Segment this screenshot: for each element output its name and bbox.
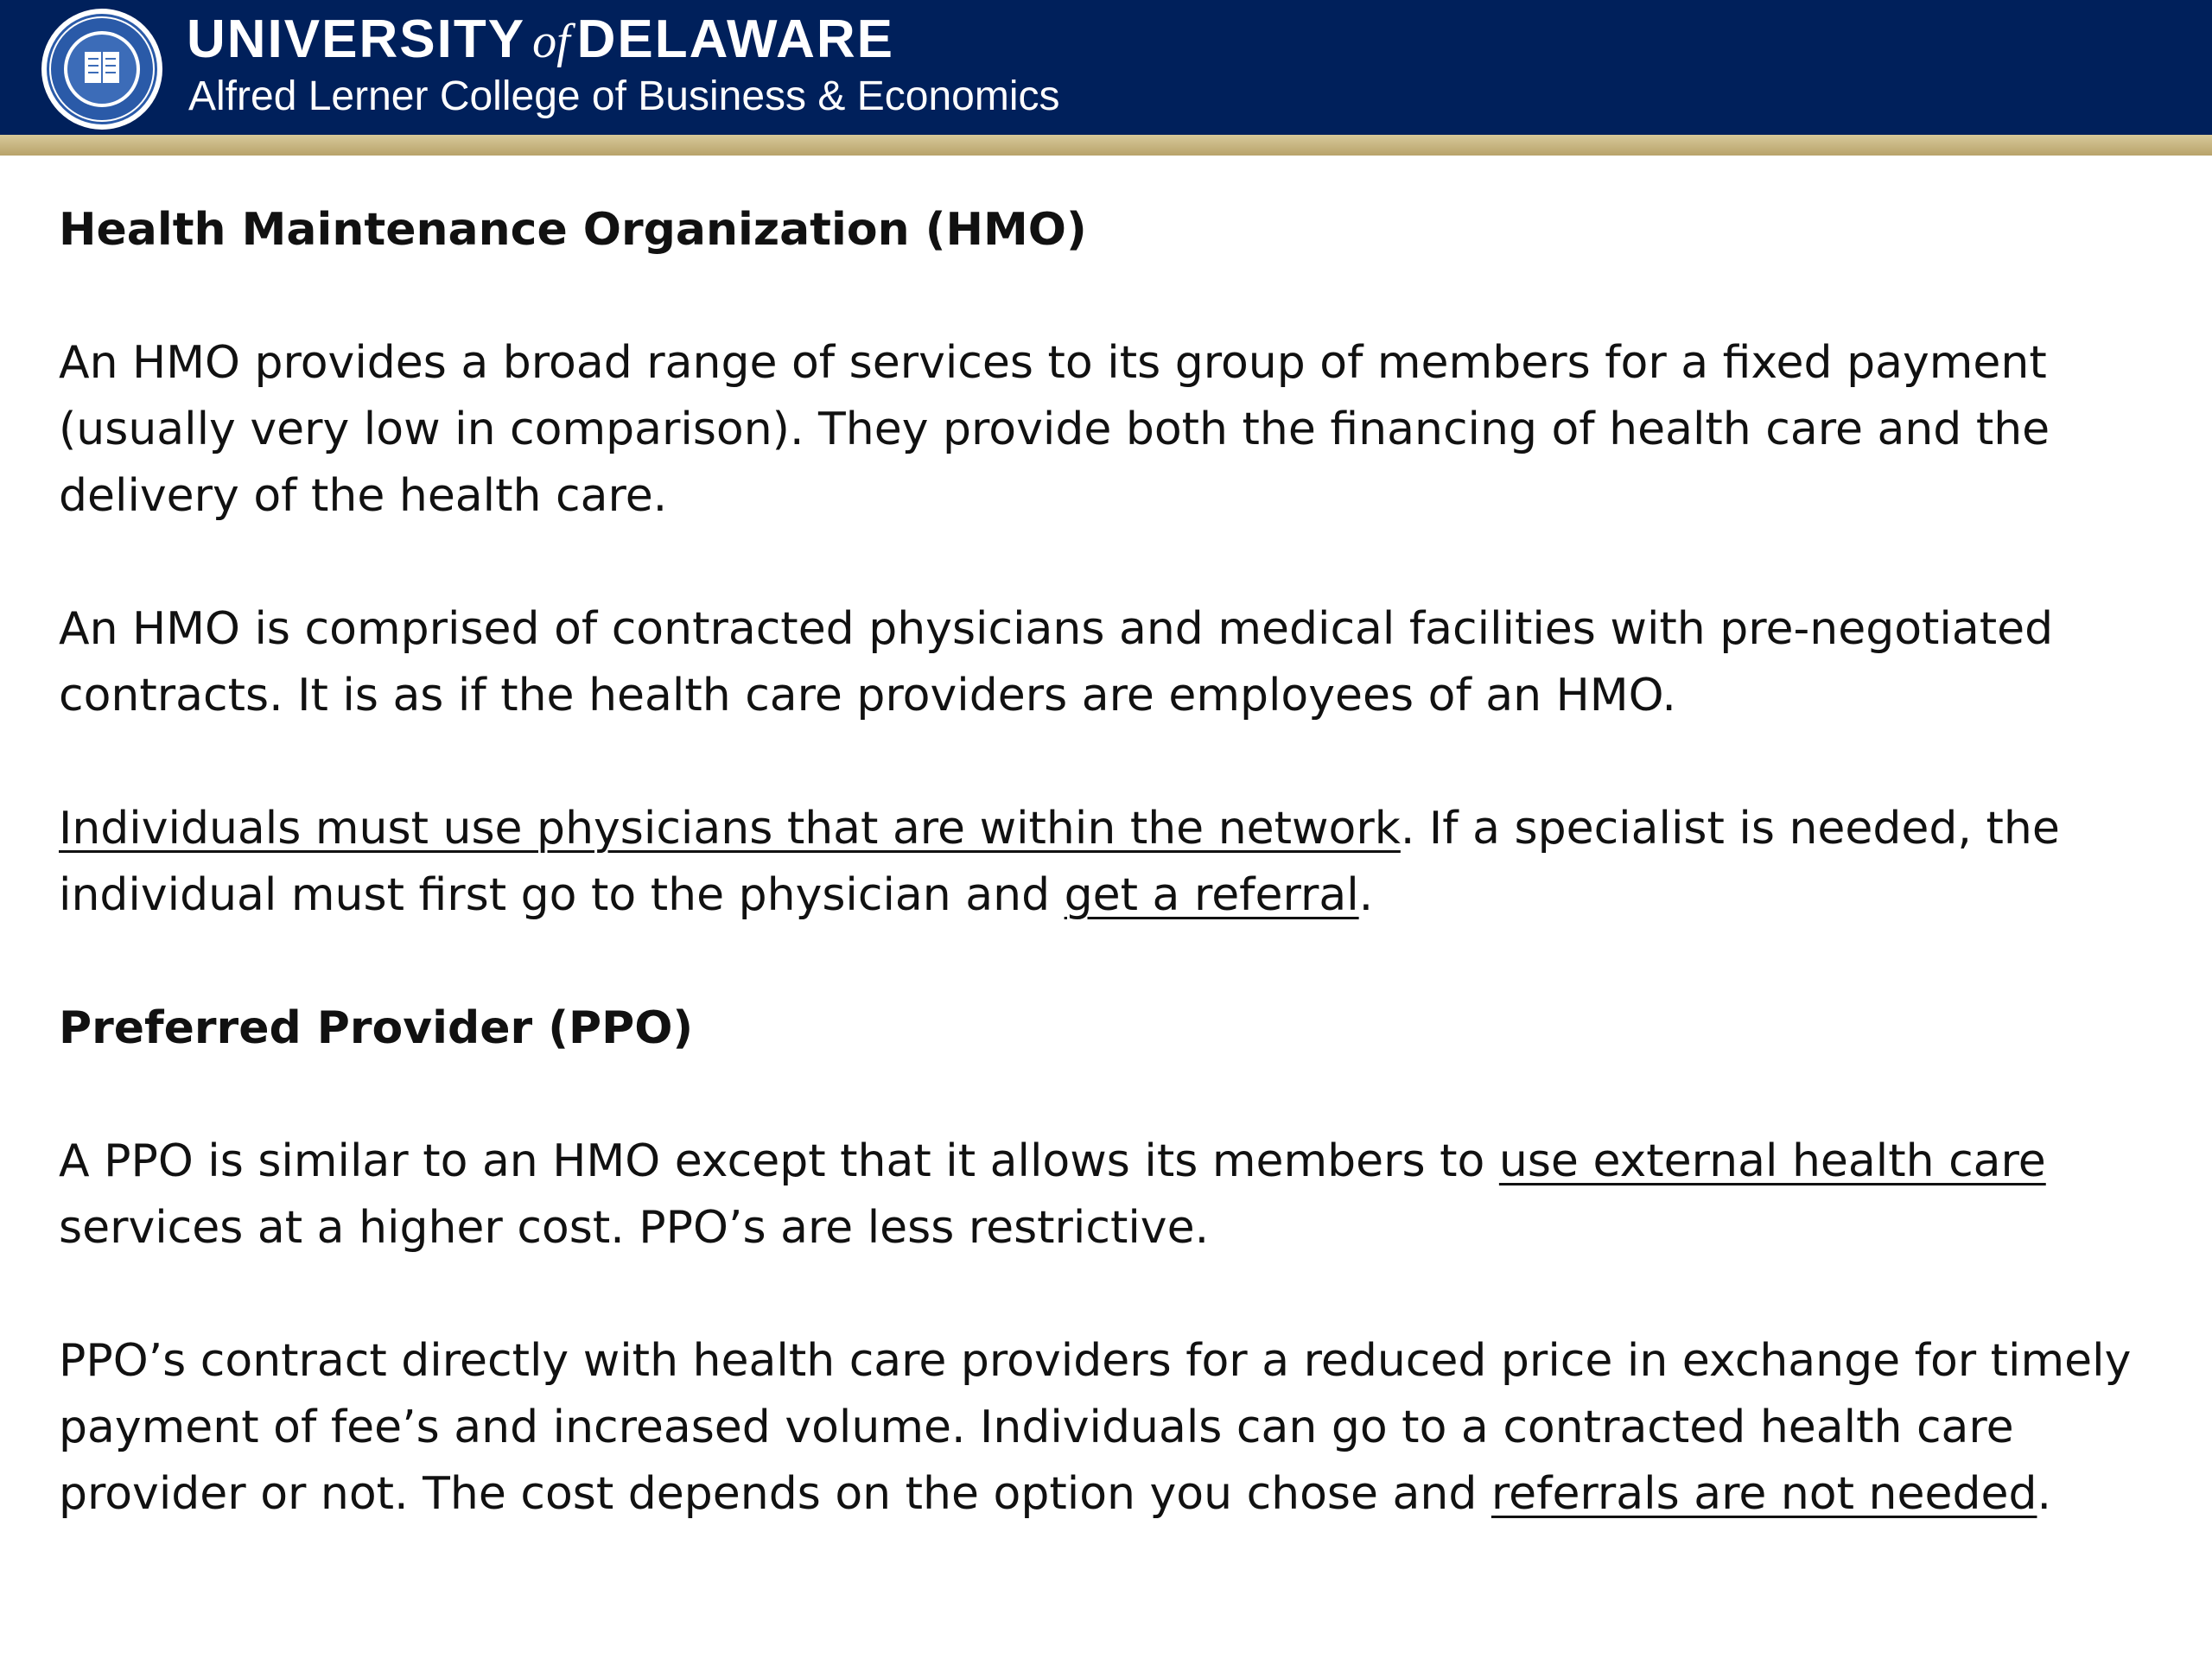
university-name-of: of [532,15,570,68]
university-name-part1: UNIVERSITY [187,10,526,69]
hmo-paragraph-1: An HMO provides a broad range of services to its group of members for a fixed payment (usually very low in comparison). They provide both the financing of health care and the delivery of the health care. [59,337,2050,522]
network-requirement-text: Individuals must use physicians that are within the network [59,803,1401,855]
no-referral-text: referrals are not needed [1491,1468,2037,1520]
ppo-paragraph-2-text-1: PPO’s contract directly with health care providers for a reduced price in exchange for timely payment of fee’s and increased volume. Individuals can go to a contracted health care provider or not. The cost depends on the option you chose and [59,1335,2132,1520]
ppo-paragraph-2 [59,1328,2167,1528]
hmo-paragraph-3-text-1: . If a specialist is needed, the individual must first go to the physician and [59,803,2060,921]
ppo-paragraph-1-text-1: A PPO is similar to an HMO except that it allows its members to [59,1135,1499,1187]
hmo-heading: Health Maintenance Organization (HMO) [59,204,1087,256]
hmo-paragraph-3-text-2: . [1358,869,1374,921]
external-care-text: use external health care [1498,1135,2046,1187]
referral-text: get a referral [1064,869,1359,921]
ppo-heading: Preferred Provider (PPO) [59,1002,694,1054]
ppo-paragraph-2-text-2: . [2037,1468,2052,1520]
college-name: Alfred Lerner College of Business & Economics [188,73,1060,119]
university-seal-icon [40,7,164,131]
ppo-paragraph-1-text-2: services at a higher cost. PPO’s are less restrictive. [59,1202,1210,1254]
hmo-paragraph-2: An HMO is comprised of contracted physicians and medical facilities with pre-negotiated contracts. It is as if the health care providers are employees of an HMO. [59,603,2054,721]
header-banner [0,0,2212,135]
hmo-paragraph-3 [59,796,2167,929]
university-name-part2: DELAWARE [576,10,894,69]
gold-divider [0,135,2212,156]
university-name [187,7,894,74]
slide-content [59,197,2167,1594]
ppo-paragraph-1 [59,1128,2167,1262]
